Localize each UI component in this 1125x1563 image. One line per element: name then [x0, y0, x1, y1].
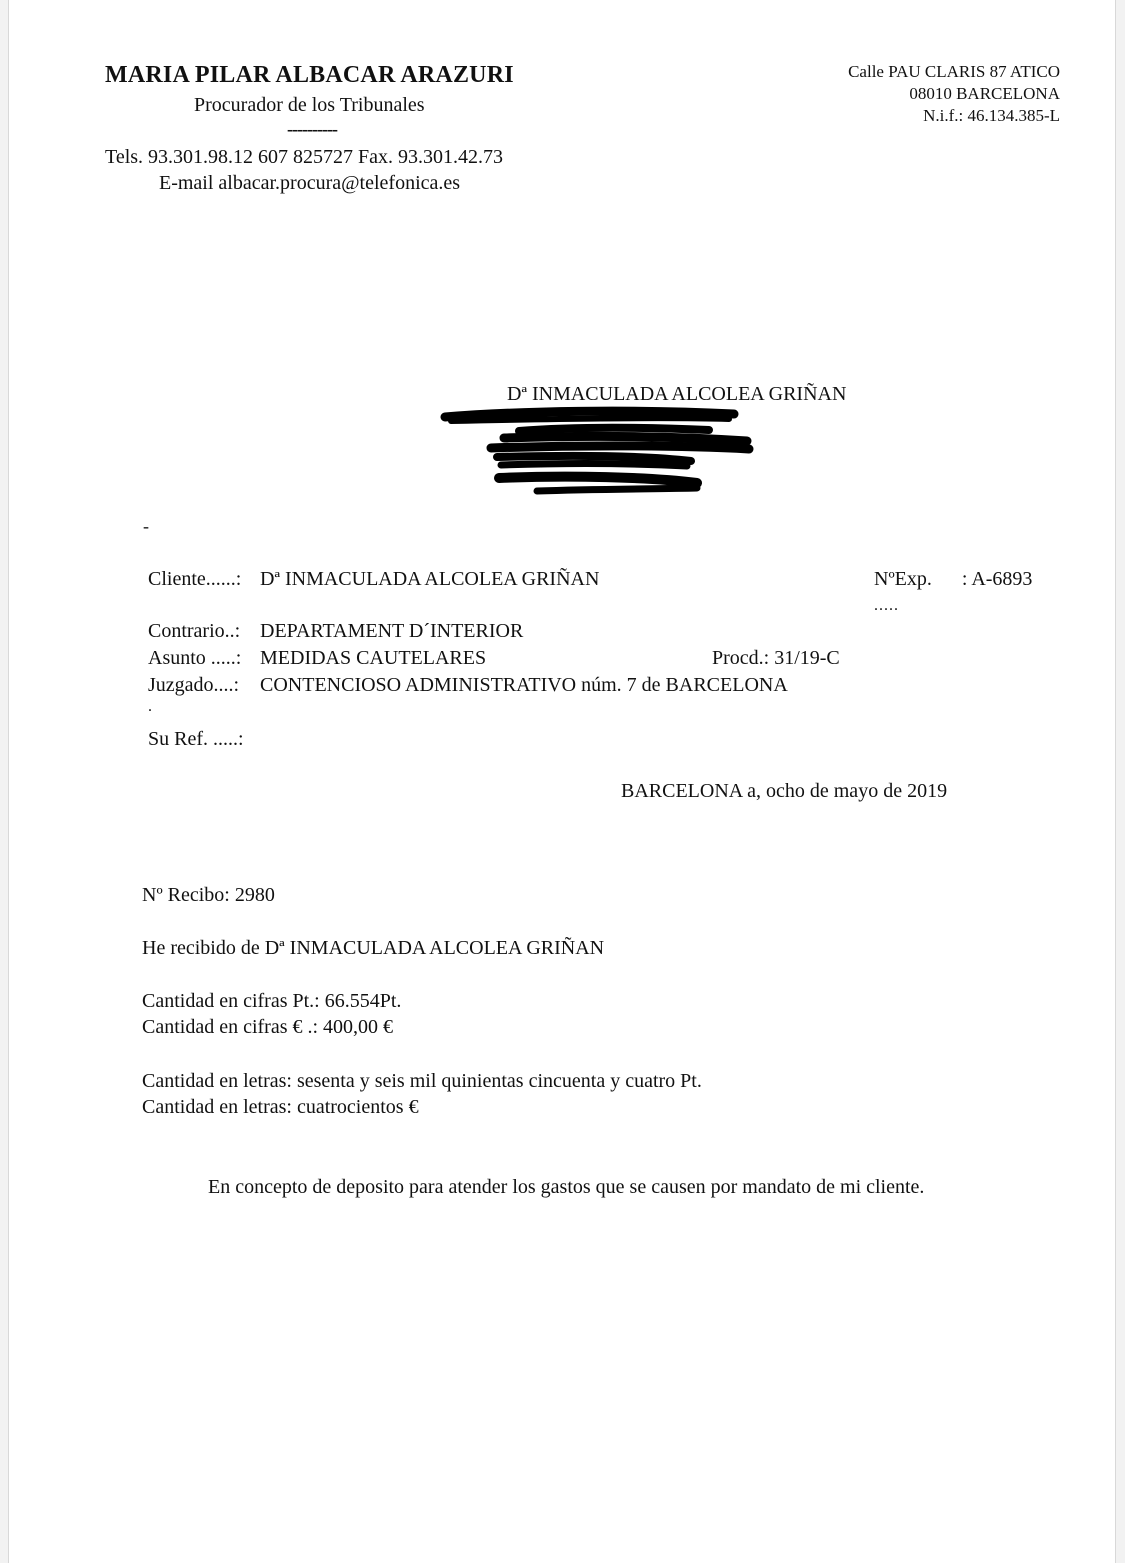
amount-words-pt: Cantidad en letras: sesenta y seis mil quinientas cincuenta y cuatro Pt. — [142, 1070, 702, 1092]
case-juzgado-row — [148, 674, 788, 697]
amount-figures-eur: Cantidad en cifras € .: 400,00 € — [142, 1016, 394, 1038]
stray-dot: . — [148, 698, 152, 715]
exp-dots: ..... — [874, 597, 899, 614]
case-asunto-row — [148, 647, 486, 670]
header-separator: ---------- — [287, 119, 337, 139]
address-city: 08010 BARCELONA — [909, 84, 1060, 103]
recipient-name: Dª INMACULADA ALCOLEA GRIÑAN — [507, 383, 847, 405]
exp-label: NºExp. — [874, 568, 932, 590]
redaction-scribble — [429, 405, 769, 505]
contrario-label: Contrario..: — [148, 620, 241, 642]
amount-figures-pt: Cantidad en cifras Pt.: 66.554Pt. — [142, 990, 402, 1012]
receipt-number: Nº Recibo: 2980 — [142, 884, 275, 906]
exp-value: : A-6893 — [961, 568, 1033, 590]
stray-dash: - — [143, 516, 149, 536]
case-exp — [874, 568, 1032, 591]
received-from: He recibido de Dª INMACULADA ALCOLEA GRIÑAN — [142, 937, 605, 959]
sender-email: E-mail albacar.procura@telefonica.es — [159, 172, 461, 194]
sender-title: Procurador de los Tribunales — [194, 94, 425, 116]
address-street: Calle PAU CLARIS 87 ATICO — [848, 62, 1060, 81]
document-page — [8, 0, 1116, 1563]
juzgado-value: CONTENCIOSO ADMINISTRATIVO núm. 7 de BARCELONA — [260, 674, 788, 696]
sender-phones: Tels. 93.301.98.12 607 825727 Fax. 93.301.42.73 — [105, 146, 504, 168]
receipt-concept: En concepto de deposito para atender los gastos que se causen por mandato de mi cliente. — [208, 1176, 925, 1198]
sender-address — [848, 61, 1060, 127]
document-date: BARCELONA a, ocho de mayo de 2019 — [621, 780, 948, 802]
address-nif: N.i.f.: 46.134.385-L — [923, 106, 1060, 125]
asunto-label: Asunto .....: — [148, 647, 242, 669]
asunto-value: MEDIDAS CAUTELARES — [260, 647, 487, 669]
contrario-value: DEPARTAMENT D´INTERIOR — [260, 620, 524, 642]
case-procd: Procd.: 31/19-C — [712, 647, 840, 669]
case-suref: Su Ref. .....: — [148, 728, 244, 750]
sender-name: MARIA PILAR ALBACAR ARAZURI — [105, 62, 514, 88]
case-cliente-row — [148, 568, 599, 591]
amount-words-eur: Cantidad en letras: cuatrocientos € — [142, 1096, 419, 1118]
case-contrario-row — [148, 620, 523, 643]
juzgado-label: Juzgado....: — [148, 674, 240, 696]
cliente-label: Cliente......: — [148, 568, 242, 590]
cliente-value: Dª INMACULADA ALCOLEA GRIÑAN — [260, 568, 600, 590]
